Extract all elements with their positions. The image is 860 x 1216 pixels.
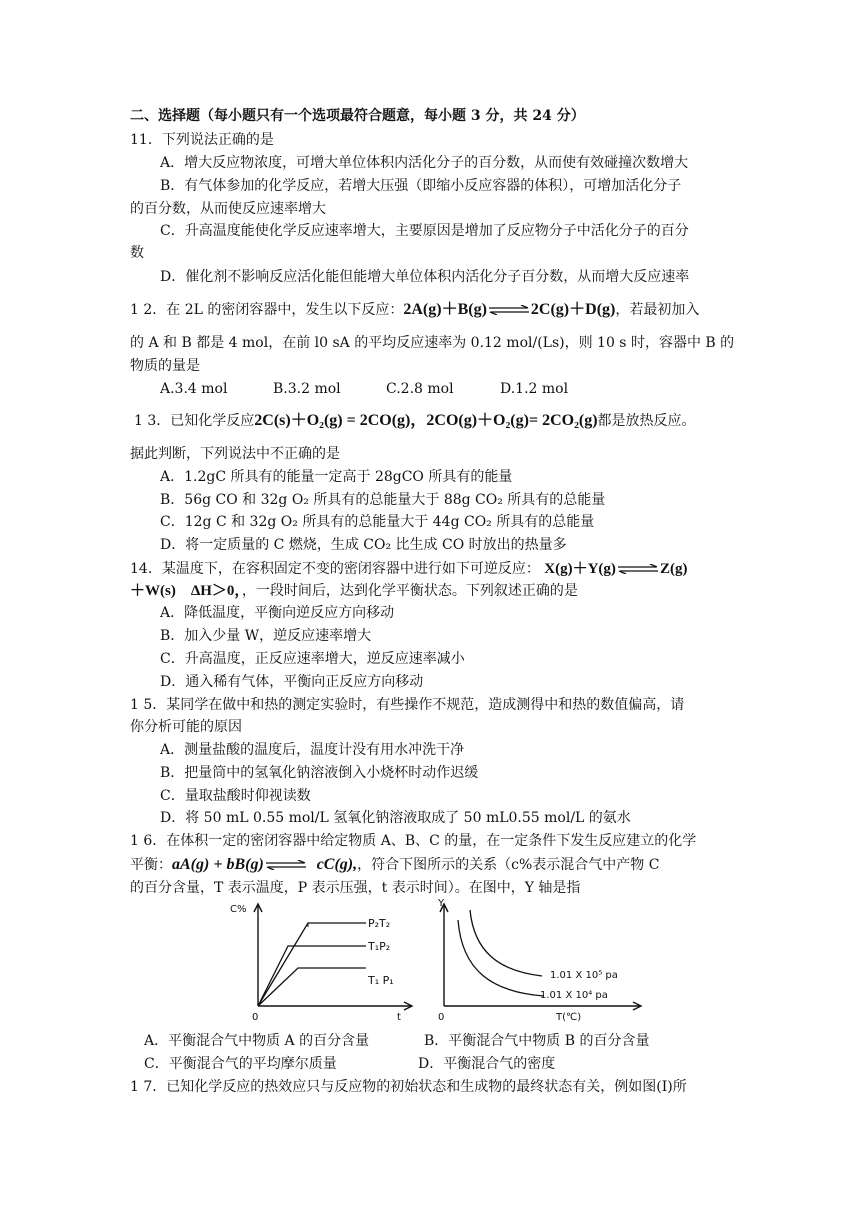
q12-option-c: C.2.8 mol <box>386 381 454 397</box>
q15-option-b: B．把量筒中的氢氧化钠溶液倒入小烧杯时动作迟缓 <box>160 765 479 781</box>
q12-option-b: B.3.2 mol <box>273 381 341 397</box>
q15-line2: 你分析可能的原因 <box>130 719 242 735</box>
q16-option-d: D．平衡混合气的密度 <box>418 1056 556 1072</box>
q17-line1: 1 7．已知化学反应的热效应只与反应物的初始状态和生成物的最终状态有关，例如图(I)所 <box>130 1079 687 1095</box>
q11-option-c-cont: 数 <box>130 245 144 261</box>
curve-t1p1-label: T₁ P₁ <box>368 974 394 987</box>
q12-line3: 物质的量是 <box>130 358 200 374</box>
q15-option-d: D．将 50 mL 0.55 mol/L 氢氧化钠溶液取成了 50 mL0.55 mol/L 的氨水 <box>160 810 631 826</box>
q13-lead: 1 3．已知化学反应 <box>134 413 255 429</box>
q14-line1 <box>130 559 687 579</box>
curve-t1p2-label: T₁P₂ <box>368 940 391 953</box>
curve-lower <box>458 920 544 996</box>
q14-option-a: A．降低温度，平衡向逆反应方向移动 <box>160 605 395 621</box>
reversible-arrow-icon <box>616 564 660 574</box>
q16-line2 <box>130 855 659 875</box>
q16-equation-left: aA(g) + bB(g) <box>172 856 264 873</box>
curve-lower-label: 1.01 X 10⁴ pa <box>540 990 608 1001</box>
q11-option-a: A．增大反应物浓度，可增大单位体积内活化分子的百分数，从而使有效碰撞次数增大 <box>160 155 689 171</box>
q14-line2-tail: ，一段时间后，达到化学平衡状态。下列叙述正确的是 <box>241 583 578 599</box>
q16-equation-right: cC(g), <box>316 856 358 873</box>
q12-option-d: D.1.2 mol <box>500 381 569 397</box>
q16-option-a: A．平衡混合气中物质 A 的百分含量 <box>144 1033 370 1049</box>
q14-equation-left: X(g)＋Y(g) <box>544 561 616 577</box>
q11-option-d: D．催化剂不影响反应活化能但能增大单位体积内活化分子百分数，从而增大反应速率 <box>160 269 690 285</box>
y-axis-label: C% <box>230 904 247 915</box>
q16-line1: 1 6．在体积一定的密闭容器中给定物质 A、B、C 的量，在一定条件下发生反应建立的化学 <box>130 833 697 849</box>
q16-tail: ，符合下图所示的关系（c%表示混合气中产物 C <box>357 857 660 873</box>
reversible-arrow-icon <box>487 305 531 315</box>
q12-equation-left: 2A(g)＋B(g) <box>403 301 487 318</box>
figure-c-percent-vs-time <box>226 896 416 1024</box>
q13-option-c: C．12g C 和 32g O₂ 所具有的总能量大于 44g CO₂ 所具有的总能量 <box>160 514 595 530</box>
q13-tail: 都是放热反应。 <box>597 413 696 429</box>
curve-p2t2-label: P₂T₂ <box>368 917 391 930</box>
origin-label: 0 <box>252 1012 259 1023</box>
q12-line1 <box>130 300 699 320</box>
q12-tail: ，若最初加入 <box>615 302 700 318</box>
q11-option-c: C．升高温度能使化学反应速率增大，主要原因是增加了反应物分子中活化分子的百分 <box>160 223 689 239</box>
x-axis-label: T(℃) <box>556 1012 582 1023</box>
q13-option-b: B．56g CO 和 32g O₂ 所具有的总能量大于 88g CO₂ 所具有的总能量 <box>160 492 606 508</box>
q15-line1: 1 5．某同学在做中和热的测定实验时，有些操作不规范，造成测得中和热的数值偏高，请 <box>130 697 685 713</box>
q16-option-b: B．平衡混合气中物质 B 的百分含量 <box>424 1033 650 1049</box>
q14-equation-right: Z(g) <box>659 561 688 577</box>
q12-line2: 的 A 和 B 都是 4 mol，在前 l0 sA 的平均反应速率为 0.12 mol/(Ls)，则 10 s 时，容器中 B 的 <box>130 335 735 351</box>
q11-option-b: B．有气体参加的化学反应，若增大压强（即缩小反应容器的体积），可增加活化分子 <box>160 178 682 194</box>
q16-option-c: C．平衡混合气的平均摩尔质量 <box>144 1056 337 1072</box>
q12-option-a: A.3.4 mol <box>160 381 228 397</box>
q16-line3: 的百分含量，T 表示温度，P 表示压强，t 表示时间）。在图中，Y 轴是指 <box>130 880 581 896</box>
origin-label: 0 <box>438 1012 445 1023</box>
q15-option-a: A．测量盐酸的温度后，温度计没有用水冲洗干净 <box>160 742 465 758</box>
curve-p2t2 <box>258 923 366 1006</box>
x-axis-label: t <box>397 1012 401 1023</box>
q13-option-a: A．1.2gC 所具有的能量一定高于 28gCO 所具有的能量 <box>160 469 513 485</box>
y-axis-label: Y <box>438 898 445 909</box>
q13-option-d: D．将一定质量的 C 燃烧，生成 CO₂ 比生成 CO 时放出的热量多 <box>160 537 567 553</box>
reversible-arrow-icon <box>264 860 308 870</box>
q14-equation-cont: ＋W(s) ΔH＞0， <box>130 583 242 599</box>
q14-option-c: C．升高温度，正反应速率增大，逆反应速率减小 <box>160 651 465 667</box>
q14-option-d: D．通入稀有气体，平衡向正反应方向移动 <box>160 674 424 690</box>
q11-stem: 11．下列说法正确的是 <box>130 132 274 148</box>
q13-line2: 据此判断，下列说法中不正确的是 <box>130 446 340 462</box>
q13-equation-1: 2C(s)＋O₂(g) = 2CO(g)， <box>254 412 427 429</box>
curve-t1p2 <box>258 946 366 1006</box>
q12-equation-right: 2C(g)＋D(g) <box>530 301 616 318</box>
q13-equation-2: 2CO(g)＋O₂(g)= 2CO₂(g) <box>426 412 598 429</box>
q16-lead: 平衡： <box>130 857 172 873</box>
q15-option-c: C．量取盐酸时仰视读数 <box>160 788 311 804</box>
q12-lead: 1 2．在 2L 的密闭容器中，发生以下反应： <box>130 302 404 318</box>
q14-line2 <box>130 581 578 601</box>
figure-y-vs-temperature <box>432 896 644 1024</box>
q14-lead: 14．某温度下，在容积固定不变的密闭容器中进行如下可逆反应： <box>130 561 540 577</box>
q13-line1 <box>134 411 696 431</box>
q14-option-b: B．加入少量 W，逆反应速率增大 <box>160 628 372 644</box>
q11-option-b-cont: 的百分数，从而使反应速率增大 <box>130 201 326 217</box>
curve-upper <box>470 910 542 976</box>
section-header: 二、选择题（每小题只有一个选项最符合题意，每小题 3 分，共 24 分） <box>130 108 585 124</box>
curve-upper-label: 1.01 X 10⁵ pa <box>550 970 618 981</box>
